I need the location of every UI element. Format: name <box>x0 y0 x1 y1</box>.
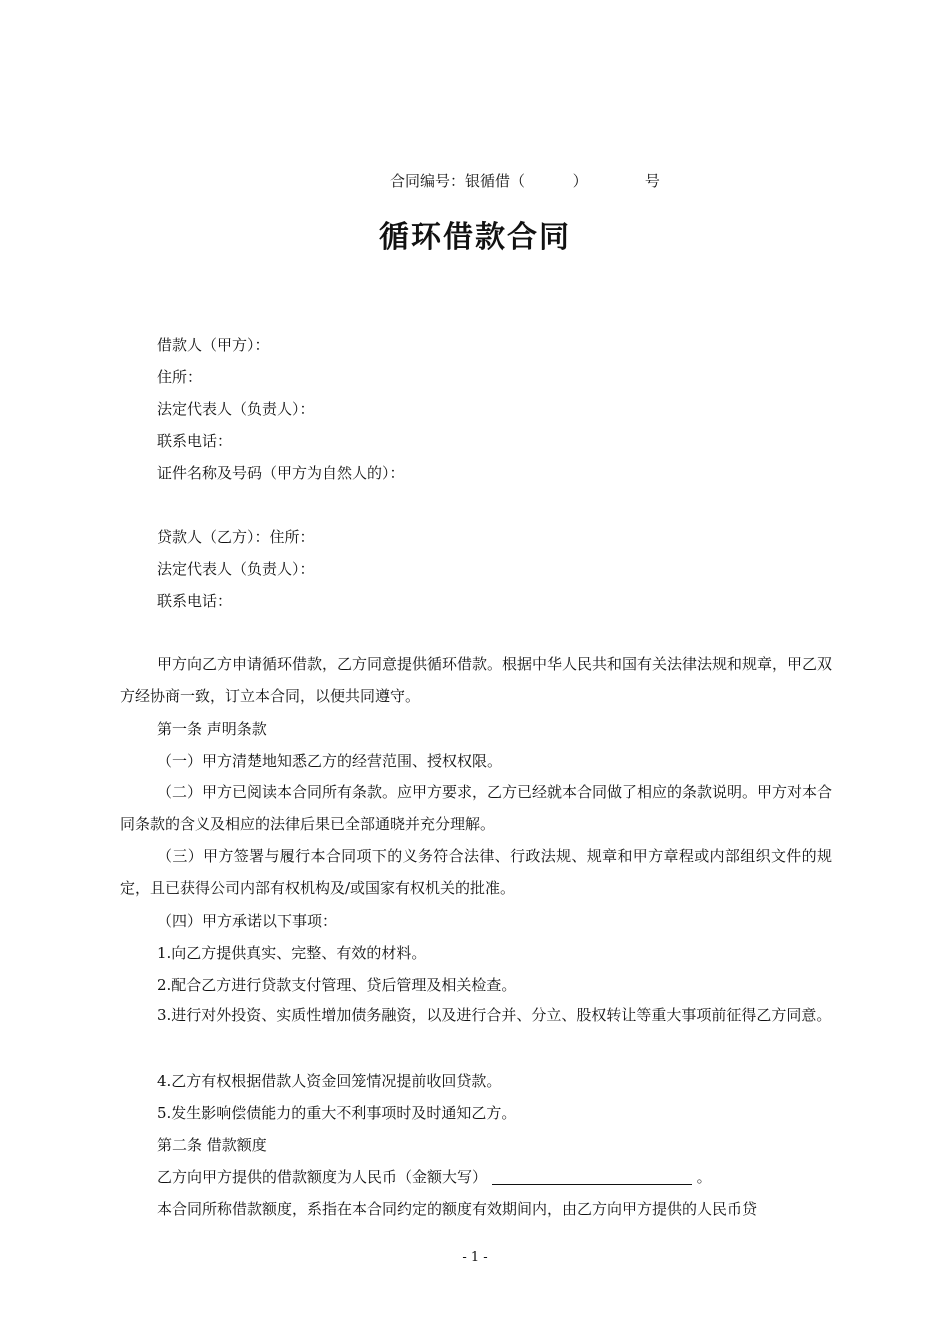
lender-phone-label: 联系电话： <box>157 592 233 610</box>
loan-amount-line <box>157 1166 712 1187</box>
article1-title: 第一条 声明条款 <box>157 720 267 738</box>
commitment-item-4: 4.乙方有权根据借款人资金回笼情况提前收回贷款。 <box>157 1072 502 1090</box>
borrower-id-label: 证件名称及号码（甲方为自然人的）： <box>157 464 405 482</box>
clause-1-4: （四）甲方承诺以下事项： <box>157 912 338 930</box>
document-title: 循环借款合同 <box>379 220 571 255</box>
commitment-item-1: 1.向乙方提供真实、完整、有效的材料。 <box>157 944 427 962</box>
loan-amount-suffix: 。 <box>696 1168 712 1186</box>
lender-legal-rep-label: 法定代表人（负责人）： <box>157 560 315 578</box>
commitment-item-2: 2.配合乙方进行贷款支付管理、贷后管理及相关检查。 <box>157 976 517 994</box>
lender-name-address-label: 贷款人（乙方）：住所： <box>157 528 315 546</box>
article2-title: 第二条 借款额度 <box>157 1136 267 1154</box>
loan-amount-prefix: 乙方向甲方提供的借款额度为人民币（金额大写） <box>157 1168 488 1186</box>
borrower-legal-rep-label: 法定代表人（负责人）： <box>157 400 315 418</box>
page-number: - 1 - <box>462 1250 488 1265</box>
contract-number: 合同编号：银循借（ ） 号 <box>390 172 660 190</box>
borrower-name-label: 借款人（甲方）： <box>157 336 270 354</box>
commitment-item-5: 5.发生影响偿债能力的重大不利事项时及时通知乙方。 <box>157 1104 517 1122</box>
clause-1-2: （二）甲方已阅读本合同所有条款。应甲方要求，乙方已经就本合同做了相应的条款说明。甲方对本合同条款的含义及相应的法律后果已全部通晓并充分理解。 <box>120 783 833 833</box>
borrower-phone-label: 联系电话： <box>157 432 233 450</box>
clause-1-1: （一）甲方清楚地知悉乙方的经营范围、授权权限。 <box>157 752 503 770</box>
intro-paragraph: 甲方向乙方申请循环借款，乙方同意提供循环借款。根据中华人民共和国有关法律法规和规章，甲乙双方经协商一致，订立本合同，以便共同遵守。 <box>120 655 833 705</box>
loan-amount-definition: 本合同所称借款额度，系指在本合同约定的额度有效期间内，由乙方向甲方提供的人民币贷 <box>157 1200 758 1218</box>
clause-1-3: （三）甲方签署与履行本合同项下的义务符合法律、行政法规、规章和甲方章程或内部组织文件的规定，且已获得公司内部有权机构及/或国家有权机关的批准。 <box>120 847 832 897</box>
loan-amount-blank[interactable] <box>492 1168 692 1185</box>
borrower-address-label: 住所： <box>157 368 203 386</box>
commitment-item-3: 3.进行对外投资、实质性增加债务融资，以及进行合并、分立、股权转让等重大事项前征得乙方同意。 <box>157 1006 832 1024</box>
